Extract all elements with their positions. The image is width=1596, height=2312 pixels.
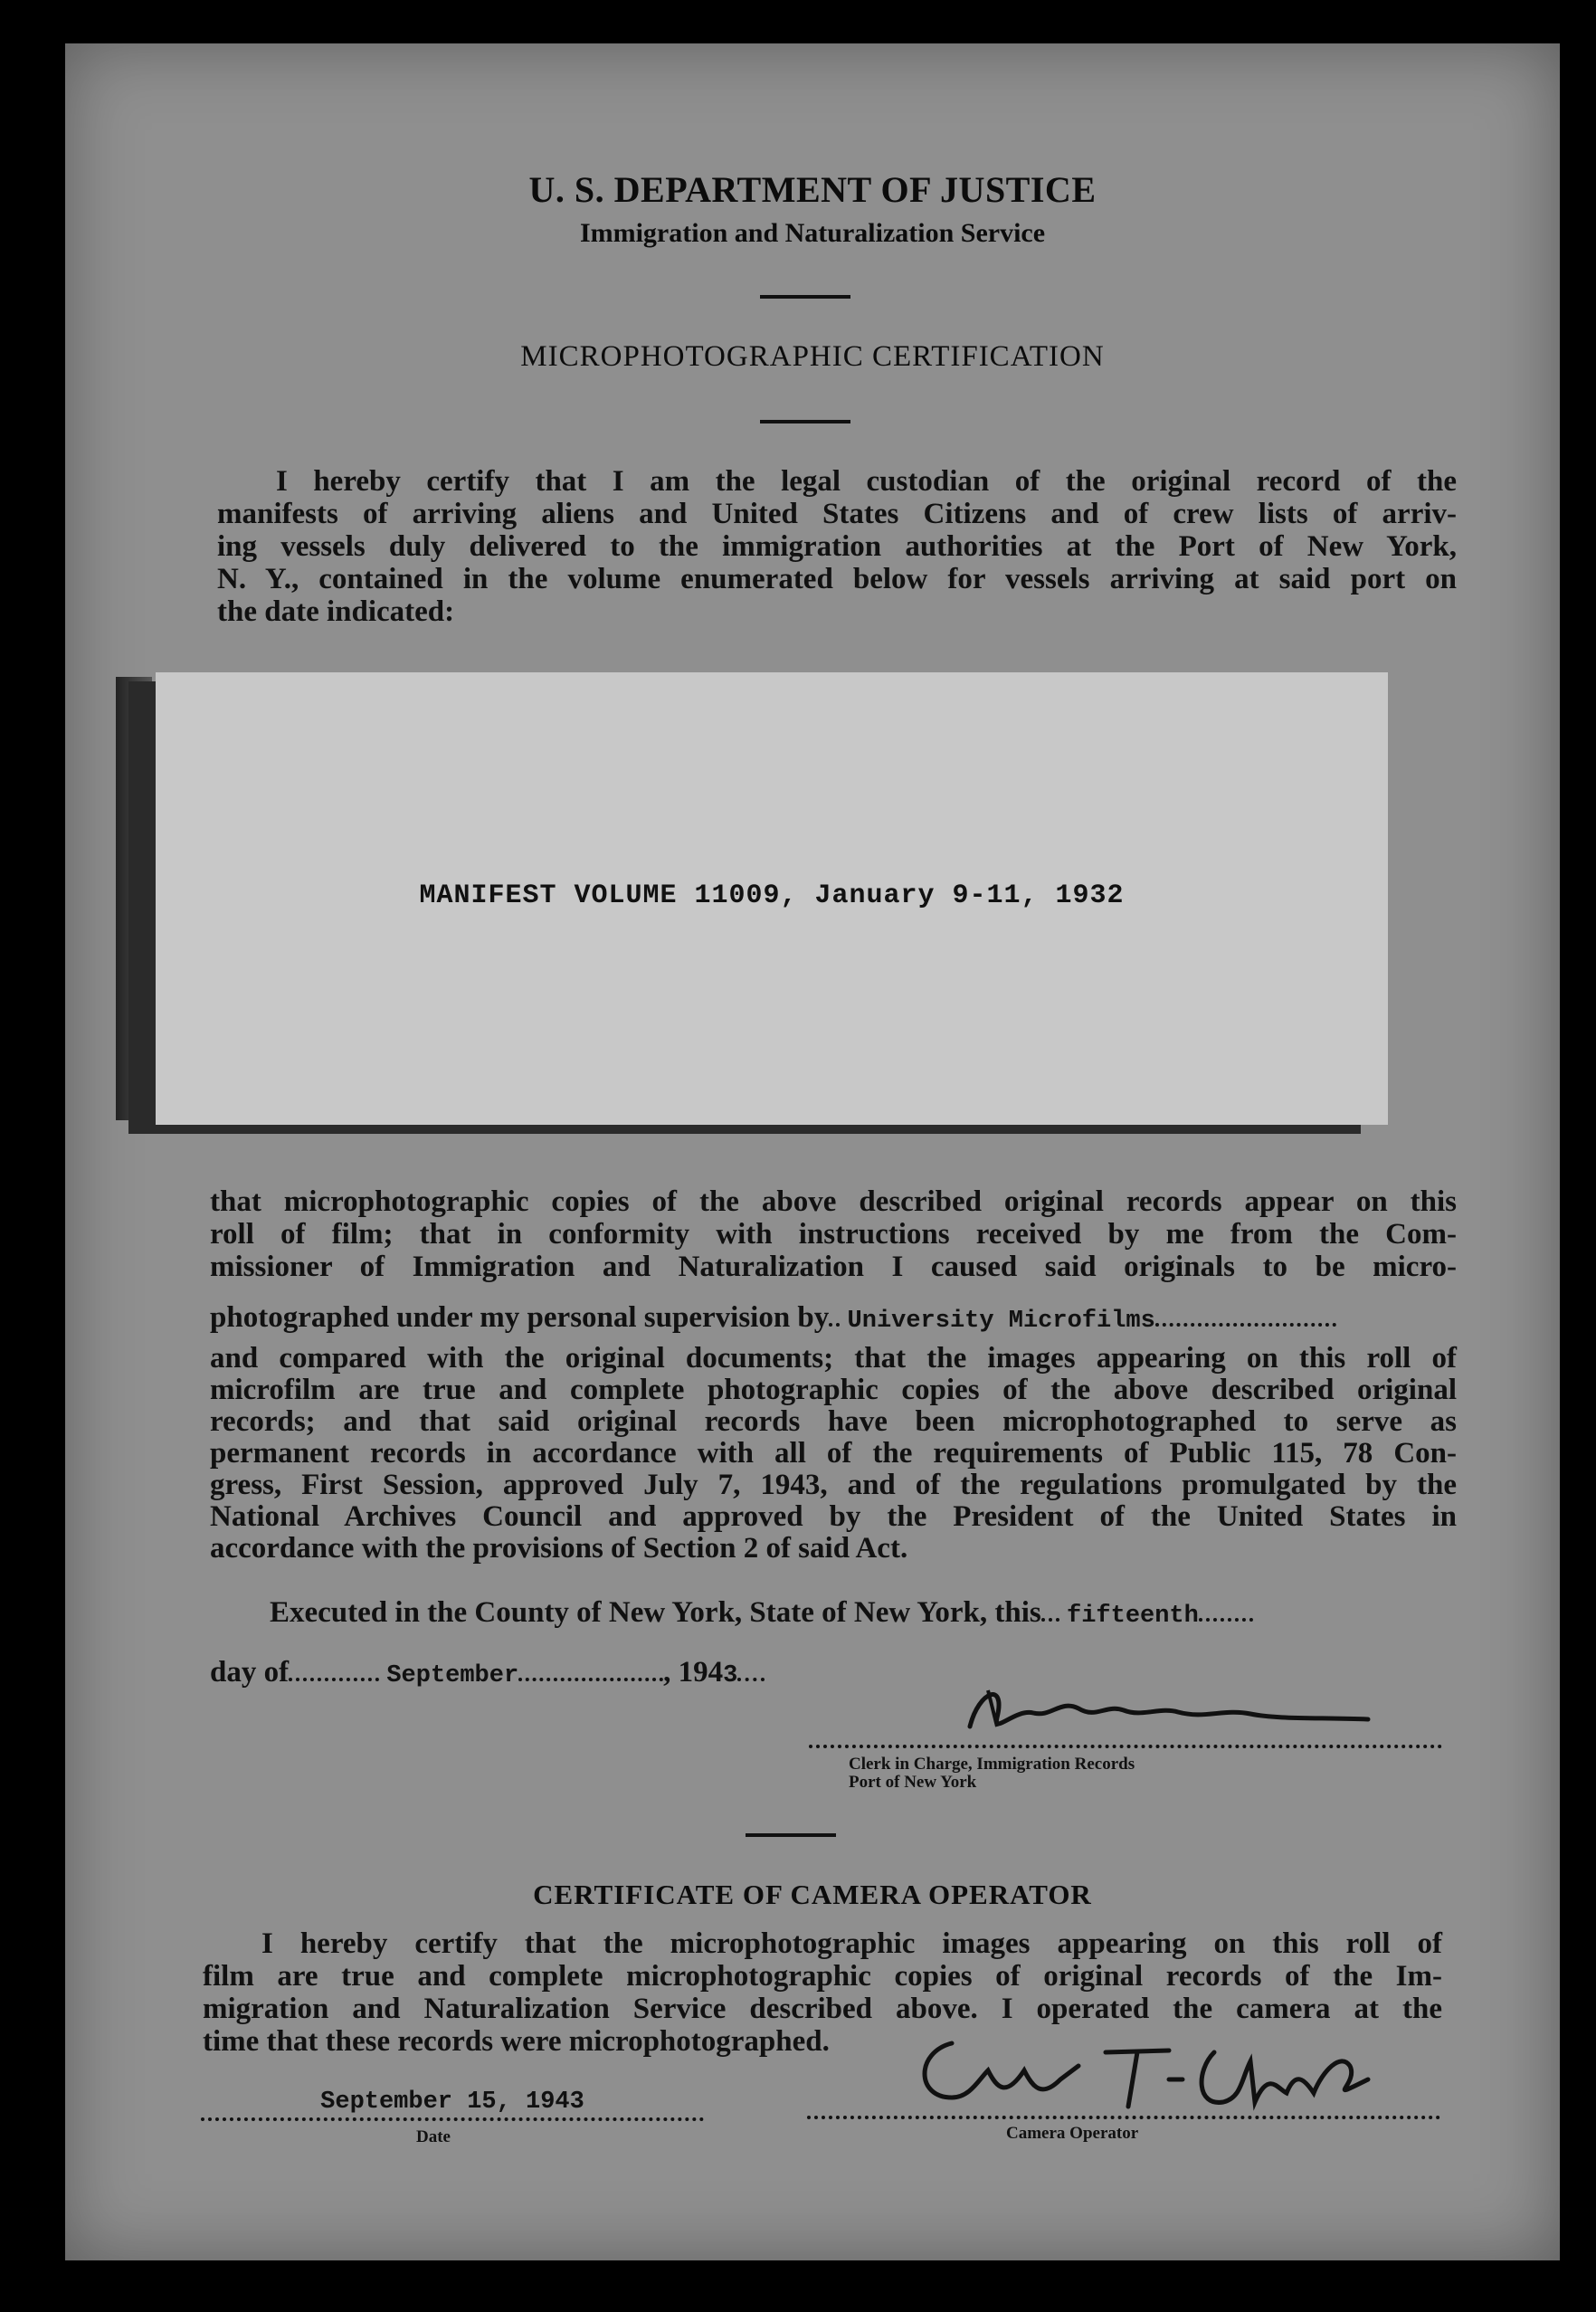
clerk-signature-line	[809, 1745, 1442, 1748]
supervision-value: University Microfilms	[847, 1308, 1155, 1335]
body-line: National Archives Council and approved by the President of the United States in	[210, 1500, 1457, 1533]
date-label: Date	[416, 2127, 451, 2146]
clerk-label-line: Port of New York	[849, 1773, 977, 1792]
intro-line: manifests of arriving aliens and United States Citizens and of crew lists of arriv-	[217, 498, 1457, 530]
intro-line: I hereby certify that I am the legal custodian of the original record of the	[276, 465, 1457, 498]
clerk-label-line: Clerk in Charge, Immigration Records	[849, 1755, 1135, 1774]
clerk-title	[849, 1755, 1135, 1792]
date-value: September 15, 1943	[320, 2088, 584, 2116]
executed-prefix: Executed in the County of New York, State of New York, this	[270, 1596, 1041, 1629]
intro-line: N. Y., contained in the volume enumerated below for vessels arriving at said port on	[217, 563, 1457, 595]
body-line: that microphotographic copies of the above described original records appear on this	[210, 1185, 1457, 1218]
camera-line: time that these records were microphotographed.	[203, 2025, 830, 2058]
service-subheading: Immigration and Naturalization Service	[579, 218, 1046, 248]
operator-signature-line	[807, 2116, 1440, 2119]
executed-line	[270, 1596, 1457, 1632]
body-paragraph	[210, 1343, 1457, 1565]
manifest-volume-card	[156, 672, 1388, 1125]
intro-line: ing vessels duly delivered to the immigration authorities at the Port of New York,	[217, 530, 1457, 563]
certificate-sheet	[65, 43, 1560, 2260]
body-line: microfilm are true and complete photographic copies of the above described original	[210, 1374, 1457, 1406]
year-prefix: , 194	[663, 1656, 724, 1689]
body-line: permanent records in accordance with all of the requirements of Public 115, 78 Con-	[210, 1437, 1457, 1470]
body-line: and compared with the original documents; that the images appearing on this roll of	[210, 1342, 1457, 1375]
body-paragraph	[210, 1185, 1457, 1283]
body-line: gress, First Session, approved July 7, 1943, and of the regulations promulgated by the	[210, 1469, 1457, 1501]
department-heading: U. S. DEPARTMENT OF JUSTICE	[528, 169, 1097, 210]
executed-month: September	[386, 1662, 519, 1689]
day-of-line	[210, 1656, 1024, 1692]
date-line	[201, 2117, 704, 2121]
manifest-volume-text: MANIFEST VOLUME 11009, January 9-11, 1932	[419, 880, 1125, 911]
day-of-label: day of	[210, 1656, 290, 1689]
clerk-signature	[952, 1672, 1404, 1754]
body-line: missioner of Immigration and Naturalization I caused said originals to be micro-	[210, 1251, 1457, 1283]
executed-day: fifteenth	[1067, 1603, 1199, 1630]
camera-line: I hereby certify that the microphotographic images appearing on this roll of	[261, 1927, 1442, 1960]
operator-label: Camera Operator	[1006, 2124, 1139, 2143]
body-line: accordance with the provisions of Section 2 of said Act.	[210, 1532, 908, 1565]
supervision-prefix: photographed under my personal supervision by	[210, 1301, 830, 1334]
executed-year: 3	[723, 1662, 738, 1689]
intro-line: the date indicated:	[217, 595, 455, 628]
supervision-line	[210, 1301, 1457, 1337]
camera-line: migration and Naturalization Service described above. I operated the camera at the	[203, 1993, 1442, 2025]
certification-title: MICROPHOTOGRAPHIC CERTIFICATION	[520, 340, 1105, 373]
body-line: roll of film; that in conformity with instructions received by me from the Com-	[210, 1218, 1457, 1251]
camera-section-title: CERTIFICATE OF CAMERA OPERATOR	[533, 1879, 1092, 1910]
intro-paragraph	[217, 465, 1457, 628]
date-field	[201, 2088, 704, 2116]
divider-rule	[746, 1833, 836, 1837]
operator-signature	[898, 2016, 1404, 2125]
card-shadow	[116, 677, 152, 1120]
divider-rule	[760, 295, 850, 299]
divider-rule	[760, 420, 850, 423]
camera-line: film are true and complete microphotographic copies of original records of the Im-	[203, 1960, 1442, 1993]
body-line: records; and that said original records have been microphotographed to serve as	[210, 1405, 1457, 1438]
